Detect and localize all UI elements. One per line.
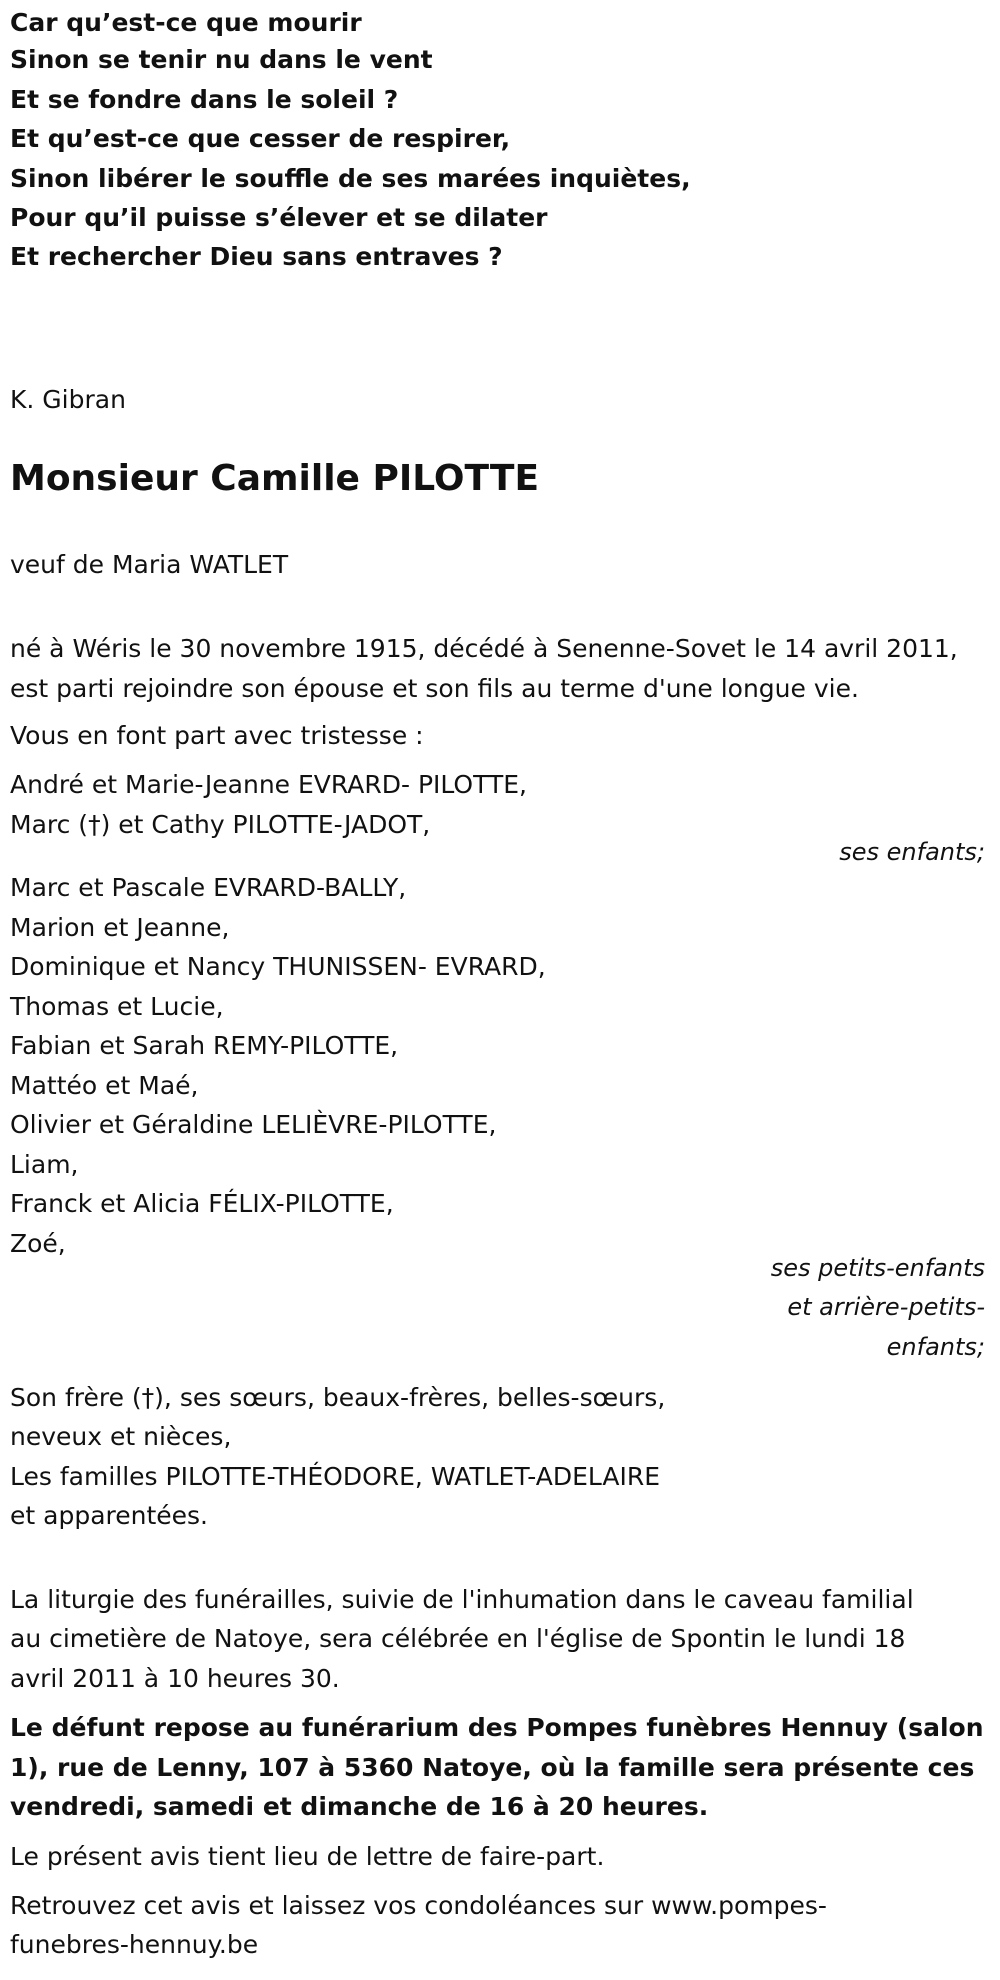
birth-death-line: est parti rejoindre son épouse et son fils au terme d'une longue vie. (10, 674, 859, 703)
poem-line: Car qu’est-ce que mourir (10, 8, 362, 37)
child-name: André et Marie-Jeanne EVRARD- PILOTTE, (10, 770, 527, 799)
liturgy-line: au cimetière de Natoye, sera célébrée en l'église de Spontin le lundi 18 (10, 1624, 906, 1653)
grandchild-name: Liam, (10, 1150, 79, 1179)
grandchildren-label: enfants; (886, 1333, 985, 1361)
funerarium-line: Le défunt repose au funérarium des Pompes funèbres Hennuy (salon (10, 1713, 984, 1742)
announcement-intro: Vous en font part avec tristesse : (10, 721, 424, 750)
condolences-line: Retrouvez cet avis et laissez vos condoléances sur www.pompes- (10, 1891, 827, 1920)
poem-line: Sinon se tenir nu dans le vent (10, 45, 433, 74)
grandchild-name: Fabian et Sarah REMY-PILOTTE, (10, 1031, 399, 1060)
grandchild-name: Zoé, (10, 1229, 66, 1258)
poem-line: Sinon libérer le souffle de ses marées inquiètes, (10, 164, 691, 193)
poem-line: Pour qu’il puisse s’élever et se dilater (10, 203, 548, 232)
condolences-link[interactable]: funebres-hennuy.be (10, 1930, 259, 1959)
grandchild-name: Franck et Alicia FÉLIX-PILOTTE, (10, 1189, 394, 1218)
funerarium-line: 1), rue de Lenny, 107 à 5360 Natoye, où la famille sera présente ces (10, 1753, 975, 1782)
notice-line: Le présent avis tient lieu de lettre de faire-part. (10, 1842, 605, 1871)
grandchild-name: Marc et Pascale EVRARD-BALLY, (10, 873, 407, 902)
poem-line: Et se fondre dans le soleil ? (10, 85, 399, 114)
poem-line: Et rechercher Dieu sans entraves ? (10, 242, 503, 271)
family-line: Les familles PILOTTE-THÉODORE, WATLET-ADELAIRE (10, 1462, 661, 1491)
poem-line: Et qu’est-ce que cesser de respirer, (10, 124, 511, 153)
children-label: ses enfants; (839, 838, 985, 866)
funerarium-line: vendredi, samedi et dimanche de 16 à 20 heures. (10, 1792, 709, 1821)
poem-author: K. Gibran (10, 385, 126, 414)
family-line: neveux et nièces, (10, 1422, 232, 1451)
liturgy-line: La liturgie des funérailles, suivie de l'inhumation dans le caveau familial (10, 1585, 914, 1614)
family-line: Son frère (†), ses sœurs, beaux-frères, belles-sœurs, (10, 1383, 666, 1412)
grandchildren-label: et arrière-petits- (787, 1293, 985, 1321)
family-line: et apparentées. (10, 1501, 208, 1530)
grandchild-name: Dominique et Nancy THUNISSEN- EVRARD, (10, 952, 546, 981)
deceased-name-title: Monsieur Camille PILOTTE (10, 458, 540, 499)
grandchild-name: Olivier et Géraldine LELIÈVRE-PILOTTE, (10, 1110, 497, 1139)
child-name: Marc (†) et Cathy PILOTTE-JADOT, (10, 810, 431, 839)
grandchild-name: Mattéo et Maé, (10, 1071, 199, 1100)
widower-line: veuf de Maria WATLET (10, 550, 289, 579)
birth-death-line: né à Wéris le 30 novembre 1915, décédé à Senenne-Sovet le 14 avril 2011, (10, 634, 958, 663)
grandchild-name: Thomas et Lucie, (10, 992, 224, 1021)
grandchildren-label: ses petits-enfants (770, 1254, 985, 1282)
grandchild-name: Marion et Jeanne, (10, 913, 230, 942)
liturgy-line: avril 2011 à 10 heures 30. (10, 1664, 340, 1693)
